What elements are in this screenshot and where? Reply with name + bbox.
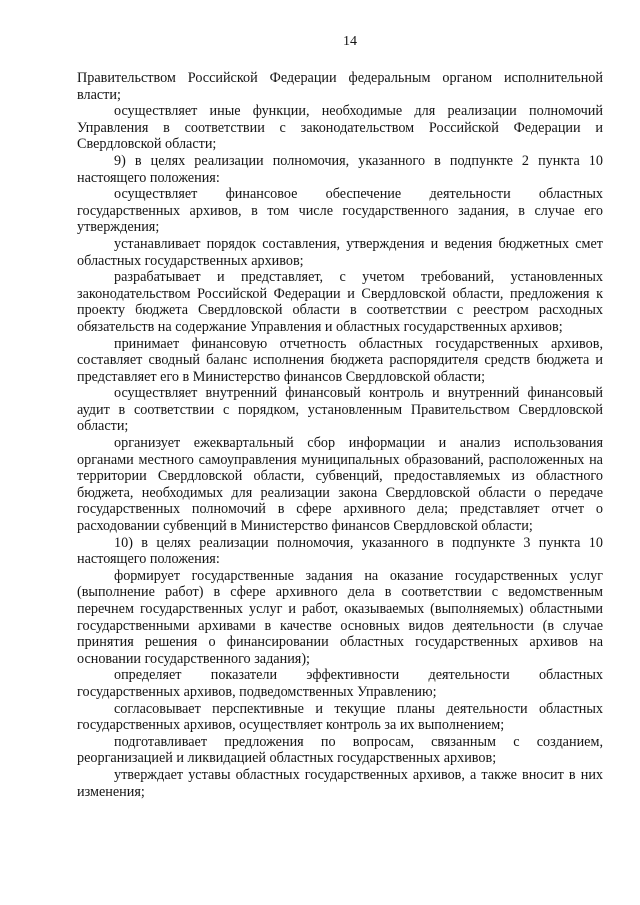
paragraph: определяет показатели эффективности деятельности областных государственных архивов, подведомственных Управлению; [77, 667, 603, 700]
paragraph: осуществляет иные функции, необходимые для реализации полномочий Управления в соответствии с законодательством Российской Федерации и Свердловской области; [77, 103, 603, 153]
paragraph: разрабатывает и представляет, с учетом требований, установленных законодательством Российской Федерации и Свердловской области, предложения к проекту бюджета Свердловской области в соответствии с реестром расходных обязательств на содержание Управления и областных государственных архивов; [77, 269, 603, 335]
paragraph: устанавливает порядок составления, утверждения и ведения бюджетных смет областных государственных архивов; [77, 235, 603, 269]
paragraph: подготавливает предложения по вопросам, связанным с созданием, реорганизацией и ликвидацией областных государственных архивов; [77, 733, 603, 767]
paragraph: принимает финансовую отчетность областных государственных архивов, составляет сводный баланс исполнения бюджета распорядителя средств бюджета и представляет его в Министерство финансов Свердловской области; [77, 335, 603, 385]
paragraph: согласовывает перспективные и текущие планы деятельности областных государственных архивов, осуществляет контроль за их выполнением; [77, 700, 603, 734]
paragraph: Правительством Российской Федерации федеральным органом исполнительной власти; [77, 70, 603, 103]
paragraph: осуществляет финансовое обеспечение деятельности областных государственных архивов, в том числе государственного задания, в случае его утверждения; [77, 186, 603, 236]
paragraph: осуществляет внутренний финансовый контроль и внутренний финансовый аудит в соответствии с порядком, установленным Правительством Свердловской области; [77, 385, 603, 435]
paragraph: 10) в целях реализации полномочия, указанного в подпункте 3 пункта 10 настоящего положения: [77, 534, 603, 568]
paragraph: утверждает уставы областных государственных архивов, а также вносит в них изменения; [77, 766, 603, 800]
paragraph: организует ежеквартальный сбор информации и анализ использования органами местного самоуправления муниципальных образований, расположенных на территории Свердловской области, субвенций, предоставляемых из областного бюджета, необходимых для реализации закона Свердловской области о передаче государственных полномочий в сфере архивного дела; представляет отчет о расходовании субвенций в Министерство финансов Свердловской области; [77, 435, 603, 535]
paragraph: формирует государственные задания на оказание государственных услуг (выполнение работ) в сфере архивного дела в соответствии с ведомственным перечнем государственных услуг и работ, оказываемых (выполняемых) областными государственными архивами в качестве основных видов деятельности (в случае принятия решения о финансировании областных государственных архивов на основании государственного задания); [77, 567, 603, 667]
page-number: 14 [343, 34, 357, 49]
paragraph: 9) в целях реализации полномочия, указанного в подпункте 2 пункта 10 настоящего положения: [77, 152, 603, 186]
document-body [77, 70, 603, 800]
